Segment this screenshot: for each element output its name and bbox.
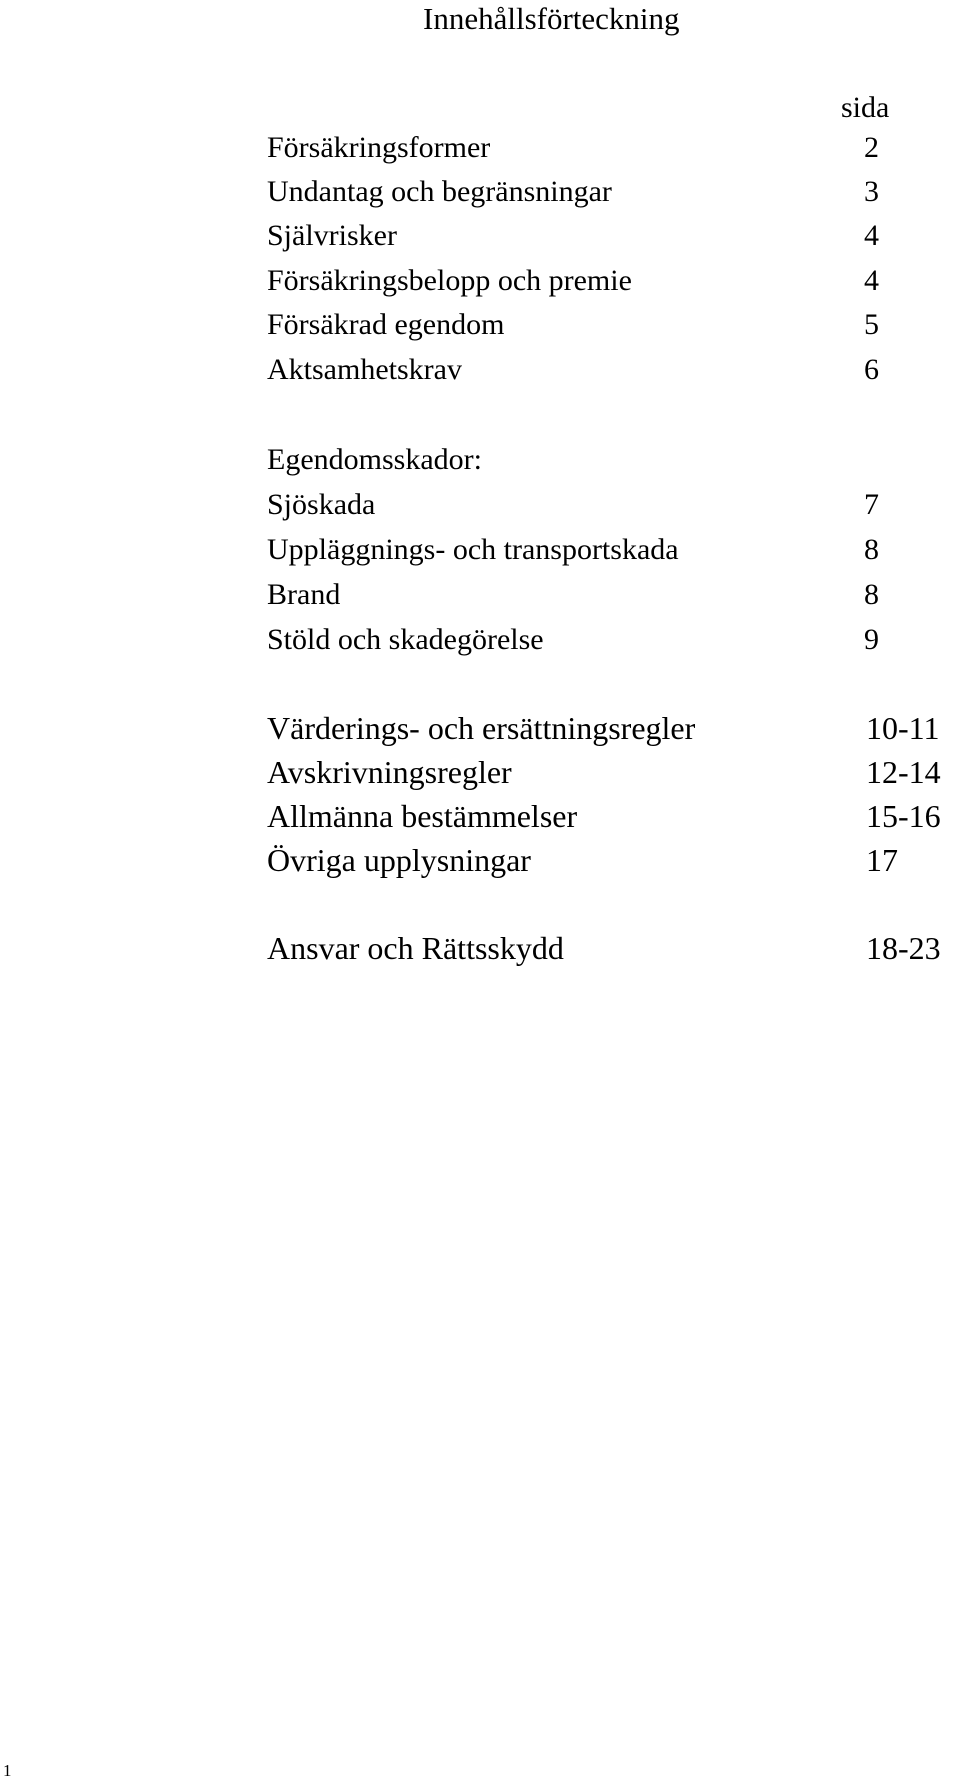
toc-entry-page: 17 [866, 842, 898, 878]
toc-entry [267, 928, 957, 968]
toc-entry-page: 7 [864, 488, 879, 521]
toc-entry-label: Brand [267, 578, 341, 611]
toc-entry [267, 530, 957, 570]
toc-entry [267, 708, 957, 748]
page-column-header: sida [841, 91, 890, 124]
toc-entry-page: 4 [864, 264, 879, 297]
toc-entry-label: Uppläggnings- och transportskada [267, 533, 679, 566]
toc-entry-page: 3 [864, 175, 879, 208]
toc-entry-label: Stöld och skadegörelse [267, 623, 544, 656]
toc-entry-label: Övriga upplysningar [267, 842, 531, 878]
toc-entry [267, 128, 957, 168]
toc-entry-label: Undantag och begränsningar [267, 175, 612, 208]
toc-entry-label: Sjöskada [267, 488, 376, 521]
page-title: Innehållsförteckning [423, 1, 680, 36]
toc-section-heading: Egendomsskador: [267, 443, 482, 476]
toc-entry [267, 575, 957, 615]
toc-entry-page: 15-16 [866, 798, 941, 834]
toc-entry-label: Allmänna bestämmelser [267, 798, 578, 834]
toc-entry-label: Värderings- och ersättningsregler [267, 710, 696, 746]
toc-entry-page: 2 [864, 131, 879, 164]
toc-entry-page: 8 [864, 578, 879, 611]
toc-entry [267, 261, 957, 301]
toc-entry-page: 8 [864, 533, 879, 566]
toc-entry [267, 485, 957, 525]
toc-entry-label: Aktsamhetskrav [267, 353, 462, 386]
toc-entry-label: Försäkringsbelopp och premie [267, 264, 632, 297]
toc-entry [267, 350, 957, 390]
toc-entry [267, 172, 957, 212]
toc-entry-page: 18-23 [866, 930, 941, 966]
toc-entry-page: 9 [864, 623, 879, 656]
toc-entry-label: Försäkringsformer [267, 131, 491, 164]
toc-entry [267, 752, 957, 792]
toc-entry [267, 620, 957, 660]
toc-entry-page: 4 [864, 219, 879, 252]
toc-entry [267, 840, 957, 880]
toc-entry-page: 10-11 [866, 710, 940, 746]
toc-entry-page: 12-14 [866, 754, 941, 790]
toc-entry [267, 796, 957, 836]
toc-entry [267, 216, 957, 256]
toc-section-heading-row [267, 440, 957, 480]
toc-entry [267, 305, 957, 345]
footer-page-number: 1 [3, 1761, 12, 1780]
toc-entry-page: 5 [864, 308, 879, 341]
toc-entry-page: 6 [864, 353, 879, 386]
toc-entry-label: Självrisker [267, 219, 397, 252]
toc-entry-label: Avskrivningsregler [267, 754, 512, 790]
toc-entry-label: Ansvar och Rättsskydd [267, 930, 564, 966]
toc-entry-label: Försäkrad egendom [267, 308, 505, 341]
